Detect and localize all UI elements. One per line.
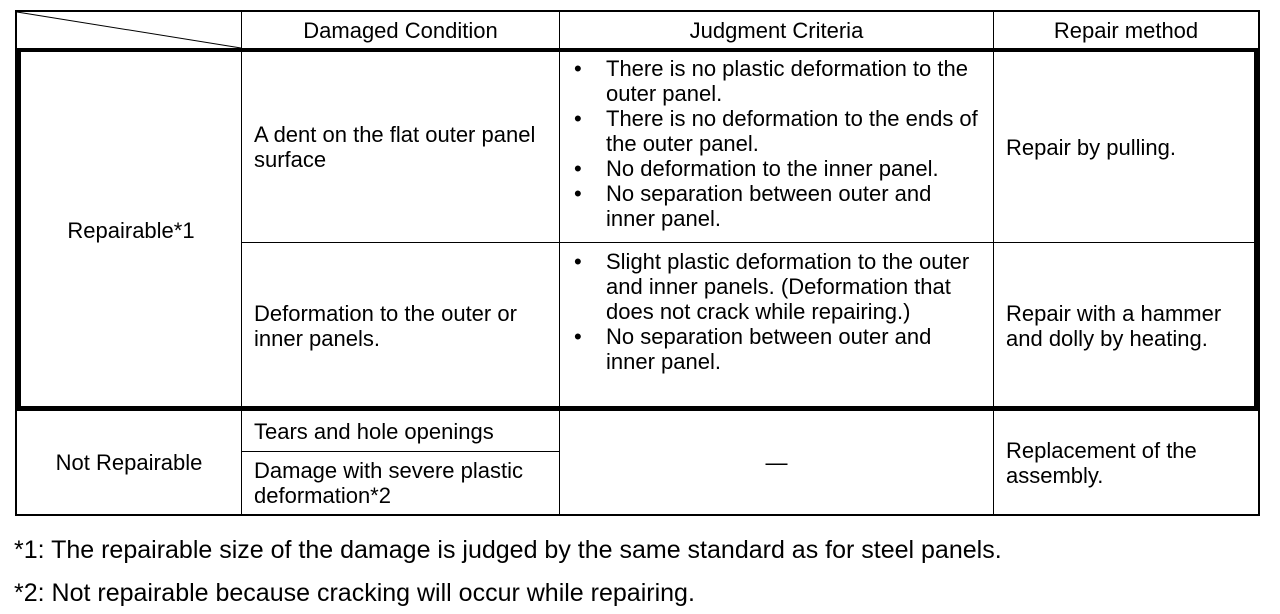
header-damaged-condition: Damaged Condition [303,17,498,43]
not-repairable-label: Not Repairable [55,450,203,475]
header-judgment-criteria: Judgment Criteria [689,17,864,43]
criteria-item: • No deformation to the inner panel. [560,156,985,181]
condition-row-2 [254,243,554,408]
method-text: Repair by pulling. [1006,134,1176,160]
condition-text: Damage with severe plastic deformation*2 [254,458,524,508]
method-text: Replacement of the assembly. [1006,437,1197,488]
condition-row-1 [254,52,554,242]
method-text: Repair with a hammer and dolly by heating. [1006,300,1222,351]
criteria-dash: — [765,450,788,475]
method-not-repairable [1006,411,1254,514]
criteria-item: • There is no deformation to the ends of the outer panel. [560,106,985,156]
condition-text: Tears and hole openings [254,418,494,444]
criteria-item: • There is no plastic deformation to the outer panel. [560,56,985,106]
condition-tears [254,411,554,451]
criteria-row-2 [560,249,993,408]
col-divider-3 [993,10,994,516]
criteria-item: • No separation between outer and inner panel. [560,324,985,374]
criteria-item: • Slight plastic deformation to the outer and inner panels. (Deformation that does not crack while repairing.) [560,249,985,324]
method-row-2 [1006,243,1254,408]
footnote-2: *2: Not repairable because cracking will occur while repairing. [14,579,695,607]
criteria-row-1 [560,56,993,242]
footnote-1: *1: The repairable size of the damage is judged by the same standard as for steel panels. [14,536,1002,564]
condition-text: Deformation to the outer or inner panels. [254,300,517,351]
method-row-1 [1006,52,1254,242]
criteria-item: • No separation between outer and inner panel. [560,181,985,231]
repairable-label: Repairable*1 [67,217,195,243]
header-corner [17,12,241,48]
col-divider-1 [241,10,242,516]
header-repair-method: Repair method [1053,17,1199,43]
criteria-not-repairable [560,411,993,514]
condition-severe [254,452,554,514]
condition-text: A dent on the flat outer panel surface [254,122,536,172]
